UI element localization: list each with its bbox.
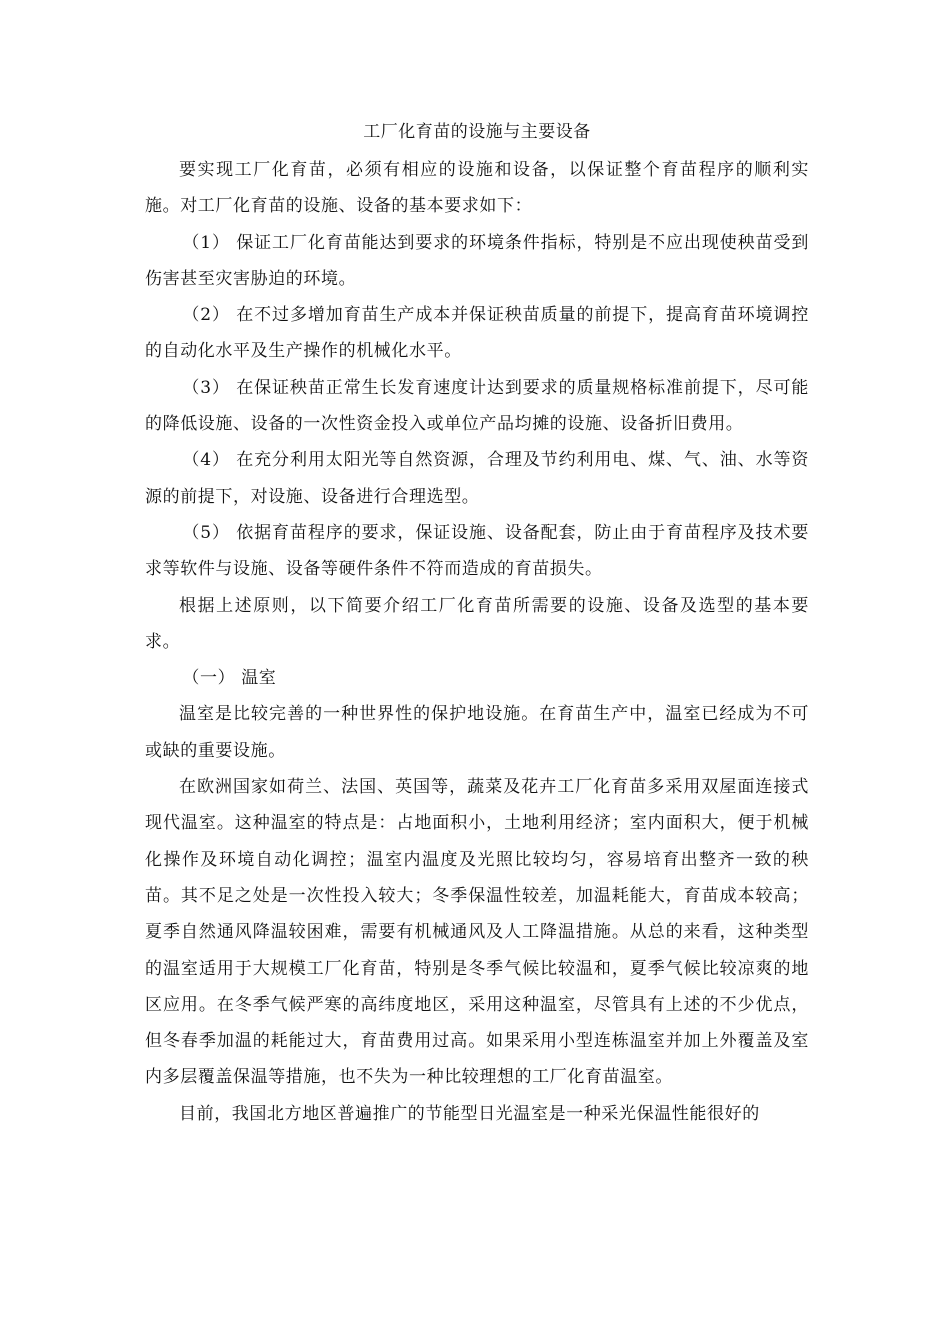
greenhouse-paragraph-2: 在欧洲国家如荷兰、法国、英国等，蔬菜及花卉工厂化育苗多采用双屋面连接式现代温室。这种温室的特点是：占地面积小，土地利用经济；室内面积大，便于机械化操作及环境自动化调控；温室内温度及光照比较均匀，容易培育出整齐一致的秧苗。其不足之处是一次性投入较大；冬季保温性较差，加温耗能大，育苗成本较高；夏季自然通风降温较困难，需要有机械通风及人工降温措施。从总的来看，这种类型的温室适用于大规模工厂化育苗，特别是冬季气候比较温和，夏季气候比较凉爽的地区应用。在冬季气候严寒的高纬度地区，采用这种温室，尽管具有上述的不少优点，但冬春季加温的耗能过大，育苗费用过高。如果采用小型连栋温室并加上外覆盖及室内多层覆盖保温等措施，也不失为一种比较理想的工厂化育苗温室。 (145, 777, 809, 1088)
document-title: 工厂化育苗的设施与主要设备 (363, 122, 591, 142)
requirement-item-1: （1） 保证工厂化育苗能达到要求的环境条件指标，特别是不应出现使秧苗受到伤害甚至灾害胁迫的环境。 (145, 232, 809, 289)
requirement-item-5: （5） 依据育苗程序的要求，保证设施、设备配套，防止由于育苗程序及技术要求等软件与设施、设备等硬件条件不符而造成的育苗损失。 (145, 522, 809, 580)
requirement-item-2: （2） 在不过多增加育苗生产成本并保证秧苗质量的前提下，提高育苗环境调控的自动化水平及生产操作的机械化水平。 (145, 305, 809, 362)
document-page (145, 118, 809, 1132)
intro-paragraph: 要实现工厂化育苗，必须有相应的设施和设备，以保证整个育苗程序的顺利实施。对工厂化育苗的设施、设备的基本要求如下： (145, 160, 809, 217)
requirement-item-4: （4） 在充分利用太阳光等自然资源，合理及节约利用电、煤、气、油、水等资源的前提下，对设施、设备进行合理选型。 (145, 450, 809, 507)
requirement-item-3: （3） 在保证秧苗正常生长发育速度计达到要求的质量规格标准前提下，尽可能的降低设施、设备的一次性资金投入或单位产品均摊的设施、设备折旧费用。 (145, 377, 809, 435)
greenhouse-paragraph-1: 温室是比较完善的一种世界性的保护地设施。在育苗生产中，温室已经成为不可或缺的重要设施。 (145, 704, 809, 761)
principle-paragraph: 根据上述原则，以下简要介绍工厂化育苗所需要的设施、设备及选型的基本要求。 (145, 595, 809, 652)
section-heading-greenhouse: （一） 温室 (182, 668, 277, 689)
greenhouse-paragraph-3: 目前，我国北方地区普遍推广的节能型日光温室是一种采光保温性能很好的 (179, 1103, 760, 1124)
